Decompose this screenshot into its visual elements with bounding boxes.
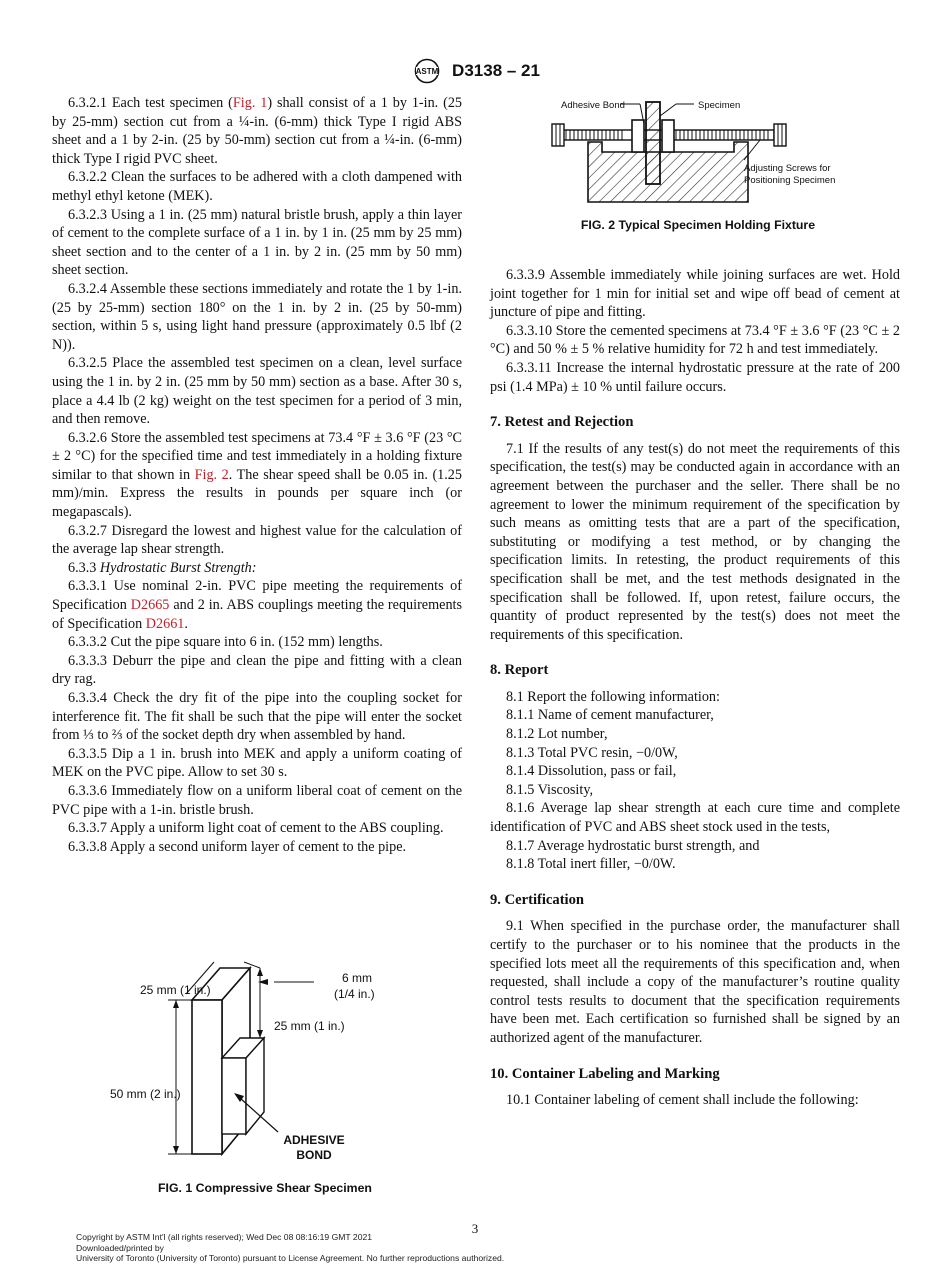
dim-25mm-side-label: 25 mm (1 in.): [274, 1019, 345, 1033]
holding-fixture-diagram: [548, 94, 848, 209]
svg-text:ASTM: ASTM: [415, 67, 439, 77]
figure-2: [548, 94, 848, 232]
adhesive-label: ADHESIVE: [283, 1133, 345, 1147]
fig1-link[interactable]: Fig. 1: [232, 95, 268, 111]
report-item-8-1: 8.1 Report the following information:: [506, 688, 720, 705]
paragraph-10-1: 10.1 Container labeling of cement shall include the following:: [506, 1092, 859, 1109]
astm-logo-icon: [410, 58, 444, 84]
footer-line-1: Copyright by ASTM Int'l (all rights reserved); Wed Dec 08 08:16:19 GMT 2021: [76, 1232, 373, 1242]
paragraph-6-3-2-2: 6.3.2.2 Clean the surfaces to be adhered with a cloth dampened with methyl ethyl ketone (MEK).: [52, 169, 462, 204]
paragraph-6-3-3-9: 6.3.3.9 Assemble immediately while joining surfaces are wet. Hold joint together for 1 min for initial set and wipe off bead of cement at juncture of pipe and fitting.: [490, 267, 900, 321]
left-column: [52, 94, 462, 856]
dim-50mm-label: 50 mm (2 in.): [110, 1087, 181, 1101]
paragraph-6-3-3-6: 6.3.3.6 Immediately flow on a uniform liberal coat of cement on the PVC pipe with a 1-in. bristle brush.: [52, 782, 462, 818]
paragraph-6-3-3-11: 6.3.3.11 Increase the internal hydrostatic pressure at the rate of 200 psi (1.4 MPa) ± 10 % until failure occurs.: [490, 359, 900, 395]
section-9-heading: 9. Certification: [490, 891, 585, 908]
specimen-label: Specimen: [698, 100, 741, 111]
report-item-8-1-3: 8.1.3 Total PVC resin, −0/0W,: [506, 744, 678, 761]
paragraph-6-3-2-4: 6.3.2.4 Assemble these sections immediately and rotate the 1 by 1-in. (25 by 25-mm) section 180° on the 1 in. by 2 in. (25 by 50-mm) section, within 5 s, using light hand pressure (approximately 0.5 lbf (2 N)).: [52, 280, 462, 353]
section-8-heading: 8. Report: [490, 662, 549, 679]
d2661-link[interactable]: D2661: [145, 615, 185, 632]
adhesive-bond-label: Adhesive Bond: [561, 100, 625, 111]
fig2-link[interactable]: Fig. 2: [194, 466, 229, 483]
paragraph-6-3-3-2: 6.3.3.2 Cut the pipe square into 6 in. (152 mm) lengths.: [68, 634, 383, 651]
bond-label: BOND: [296, 1148, 332, 1162]
paragraph-6-3-3-7: 6.3.3.7 Apply a uniform light coat of cement to the ABS coupling.: [68, 820, 444, 837]
dim-25mm-top-label: 25 mm (1 in.): [140, 983, 211, 997]
paragraph-6-3-3: 6.3.3 Hydrostatic Burst Strength:: [68, 559, 257, 576]
document-number: D3138 – 21: [452, 61, 540, 80]
paragraph-6-3-3-5: 6.3.3.5 Dip a 1 in. brush into MEK and apply a uniform coating of MEK on the PVC pipe. Allow to set 30 s.: [52, 745, 462, 781]
figure-1-caption: FIG. 1 Compressive Shear Specimen: [158, 1181, 372, 1195]
paragraph-6-3-2-3: 6.3.2.3 Using a 1 in. (25 mm) natural bristle brush, apply a thin layer of cement to the complete surface of a 1 in. by 1 in. (25 mm by 25 mm) sheet section and to the center of a 1 in. by 2 in. (25 mm by 50 mm) sheet section.: [52, 206, 462, 279]
paragraph-6-3-3-10: 6.3.3.10 Store the cemented specimens at 73.4 °F ± 3.6 °F (23 °C ± 2 °C) and 50 % ± 5 % relative humidity for 72 h and test immediately.: [490, 322, 900, 358]
page-number: 3: [471, 1221, 479, 1236]
paragraph-6-3-3-4: 6.3.3.4 Check the dry fit of the pipe into the coupling socket for interference fit. The fit shall be such that the pipe will enter the socket from ⅓ to ⅔ of the socket depth dry when assembled by hand.: [52, 690, 462, 744]
right-column: [490, 266, 900, 1110]
paragraph-6-3-2-7: 6.3.2.7 Disregard the lowest and highest value for the calculation of the average lap shear strength.: [52, 522, 462, 558]
dim-6mm-label: 6 mm: [342, 971, 372, 985]
report-item-8-1-5: 8.1.5 Viscosity,: [506, 781, 594, 798]
adjusting-screws-label-line1: Adjusting Screws for: [744, 163, 831, 174]
paragraph-6-3-3-1: 6.3.3.1 Use nominal 2-in. PVC pipe meeting the requirements of Specification D2665 and 2 in. ABS couplings meeting the requirements of Specification D2661.: [52, 578, 462, 632]
dim-quarter-inch-label: (1/4 in.): [334, 987, 375, 1001]
footer-line-2: Downloaded/printed by: [76, 1242, 164, 1253]
report-item-8-1-2: 8.1.2 Lot number,: [506, 726, 608, 743]
paragraph-6-3-2-1: 6.3.2.1 Each test specimen (Fig. 1) shall consist of a 1 by 1-in. (25 by 25-mm) section cut from a ¼-in. (6-mm) thick Type I rigid ABS sheet and a 1 by 2-in. (25 by 50-mm) section cut from a ¼-in. (6-mm) thick Type I rigid PVC sheet.: [52, 95, 463, 167]
adjusting-screws-label-line2: Positioning Specimen: [744, 175, 836, 186]
page-header: [0, 58, 950, 84]
d2665-link[interactable]: D2665: [130, 597, 170, 614]
section-10-heading: 10. Container Labeling and Marking: [490, 1065, 720, 1082]
report-item-8-1-6: 8.1.6 Average lap shear strength at each cure time and complete identification of PVC and ABS sheet stock used in the tests,: [490, 800, 900, 836]
compressive-shear-specimen-diagram: [100, 960, 430, 1170]
section-7-heading: 7. Retest and Rejection: [490, 414, 634, 431]
paragraph-7-1: 7.1 If the results of any test(s) do not meet the requirements of this specification, the test(s) may be conducted again in accordance with an agreement between the purchaser and the seller. There shall be no agreement to lower the minimum requirement of the specification by such means as omitting tests that are a part of the specification, substituting or modifying a test method, or by changing the specification limits. In retesting, the product requirements of this specification shall be met, and the test methods designated in the specification shall be followed. If, upon retest, failure occurs, the quantity of product represented by the test(s) does not meet the requirements of this specification.: [490, 440, 900, 643]
report-item-8-1-1: 8.1.1 Name of cement manufacturer,: [506, 707, 714, 724]
figure-2-caption: FIG. 2 Typical Specimen Holding Fixture: [580, 218, 816, 232]
paragraph-6-3-3-8: 6.3.3.8 Apply a second uniform layer of cement to the pipe.: [68, 838, 407, 855]
copyright-footer: [76, 1232, 504, 1264]
figure-1: [100, 960, 430, 1195]
paragraph-9-1: 9.1 When specified in the purchase order, the manufacturer shall certify to the purchaser or to his nominee that the products in the specified lots meet all the requirements of this specification and, when requested, shall include a copy of the manufacturer’s routine quality control tests results to document that the specification requirements have been met. Each certification so furnished shall be signed by an authorized agent of the manufacturer.: [490, 918, 900, 1046]
report-item-8-1-4: 8.1.4 Dissolution, pass or fail,: [506, 763, 677, 780]
paragraph-6-3-2-6: 6.3.2.6 Store the assembled test specimens at 73.4 °F ± 3.6 °F (23 °C ± 2 °C) for the specified time and test immediately in a holding fixture similar to that shown in Fig. 2. The shear speed shall be 0.05 in. (1.25 mm)/min. Express the results in pounds per square inch (or megapascals).: [52, 429, 462, 521]
paragraph-6-3-2-5: 6.3.2.5 Place the assembled test specimen on a clean, level surface using the 1 in. by 2 in. (25 mm by 50 mm) section as a base. After 30 s, place a 4.4 lb (2 kg) weight on the test specimen for a period of 3 min, and then remove.: [52, 355, 462, 428]
paragraph-6-3-3-3: 6.3.3.3 Deburr the pipe and clean the pipe and fitting with a clean dry rag.: [52, 652, 462, 688]
footer-line-3: University of Toronto (University of Toronto) pursuant to License Agreement. No further reproductions authorized.: [76, 1253, 505, 1264]
report-item-8-1-8: 8.1.8 Total inert filler, −0/0W.: [506, 856, 676, 873]
report-item-8-1-7: 8.1.7 Average hydrostatic burst strength, and: [506, 837, 760, 854]
